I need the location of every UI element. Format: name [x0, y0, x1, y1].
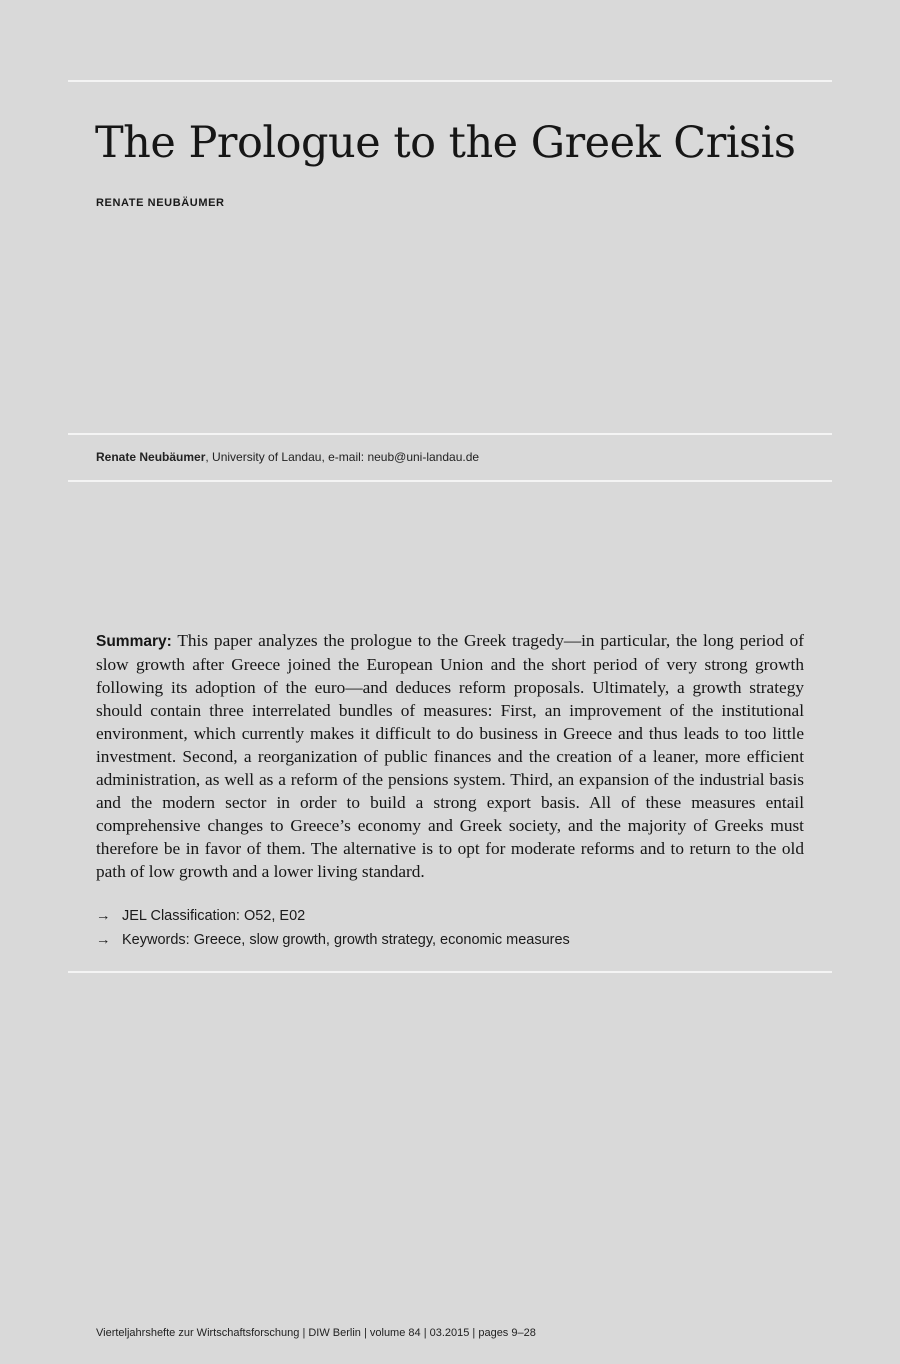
- summary-paragraph: [96, 629, 804, 883]
- arrow-right-icon: →: [96, 932, 111, 948]
- keywords: [96, 932, 570, 948]
- summary-text: This paper analyzes the prologue to the Greek tragedy—in particular, the long period of slow growth after Greece joined the European Union and the short period of very strong growth following its adoption of the euro—and deduces reform proposals. Ultimately, a growth strategy should contain three interrelated bundles of measures: First, an improvement of the institutional environment, which currently makes it difficult to do business in Greece and thus leads to too little investment. Second, a reorganization of public finances and the creation of a leaner, more efficient administration, as well as a reform of the pensions system. Third, an expansion of the industrial basis and the modern sector in order to build a strong export basis. All of these measures entail comprehensive changes to Greece’s economy and Greek society, and the majority of Greeks must therefore be in favor of them. The alternative is to opt for moderate reforms and to return to the old path of low growth and a lower living standard.: [96, 631, 804, 881]
- keywords-text: Keywords: Greece, slow growth, growth strategy, economic measures: [122, 932, 570, 948]
- jel-classification: [96, 908, 305, 924]
- author-heading: RENATE NEUBÄUMER: [96, 197, 225, 209]
- author-affiliation: [96, 450, 479, 464]
- affiliation-top-divider: [68, 433, 832, 435]
- affiliation-bottom-divider: [68, 480, 832, 482]
- summary-bottom-divider: [68, 971, 832, 973]
- affiliation-details: , University of Landau, e-mail: neub@uni-landau.de: [205, 450, 480, 464]
- arrow-right-icon: →: [96, 908, 111, 924]
- top-divider: [68, 80, 832, 82]
- article-title: The Prologue to the Greek Crisis: [95, 118, 796, 168]
- jel-text: JEL Classification: O52, E02: [122, 908, 306, 924]
- summary-label: Summary:: [96, 633, 172, 650]
- journal-citation: Vierteljahrshefte zur Wirtschaftsforschung | DIW Berlin | volume 84 | 03.2015 | pages 9–28: [96, 1327, 536, 1339]
- affiliation-name: Renate Neubäumer: [96, 450, 206, 464]
